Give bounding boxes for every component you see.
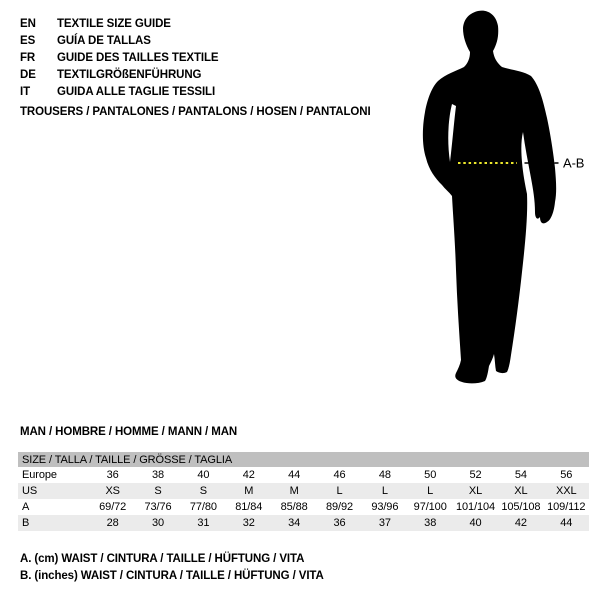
row-label: US bbox=[22, 485, 38, 497]
size-table-header: SIZE / TALLA / TAILLE / GRÖSSE / TAGLIA bbox=[18, 452, 589, 467]
language-code: DE bbox=[20, 68, 36, 81]
table-cell: XL bbox=[468, 485, 483, 497]
table-cell: 85/88 bbox=[280, 501, 308, 513]
table-cell: 44 bbox=[288, 469, 301, 481]
table-cell: 77/80 bbox=[189, 501, 217, 513]
table-cell: 105/108 bbox=[501, 501, 541, 513]
row-label: B bbox=[22, 517, 30, 529]
table-cell: S bbox=[154, 485, 162, 497]
language-row bbox=[20, 49, 219, 66]
table-row-a-cm bbox=[18, 499, 589, 515]
language-code: ES bbox=[20, 34, 36, 47]
table-cell: M bbox=[244, 485, 254, 497]
table-cell: 38 bbox=[152, 469, 165, 481]
table-cell: 101/104 bbox=[456, 501, 496, 513]
table-cell: M bbox=[289, 485, 299, 497]
table-cell: XS bbox=[105, 485, 120, 497]
table-cell: 73/76 bbox=[144, 501, 172, 513]
table-cell: 28 bbox=[106, 517, 119, 529]
man-silhouette-svg bbox=[400, 0, 600, 400]
language-title: GUIDA ALLE TAGLIE TESSILI bbox=[57, 85, 216, 98]
table-cell: 38 bbox=[424, 517, 437, 529]
table-cell: 48 bbox=[378, 469, 391, 481]
table-cell: 44 bbox=[560, 517, 573, 529]
table-cell: 36 bbox=[333, 517, 346, 529]
table-cell: 34 bbox=[288, 517, 301, 529]
gender-section-title: MAN / HOMBRE / HOMME / MANN / MAN bbox=[20, 426, 238, 438]
table-row-us bbox=[18, 483, 589, 499]
table-cell: 56 bbox=[560, 469, 573, 481]
table-cell: 97/100 bbox=[413, 501, 447, 513]
table-row-europe bbox=[18, 467, 589, 483]
table-cell: XXL bbox=[556, 485, 577, 497]
table-cell: 42 bbox=[514, 517, 527, 529]
table-cell: 36 bbox=[106, 469, 119, 481]
man-silhouette bbox=[423, 11, 556, 384]
waist-measure-label: A-B bbox=[563, 155, 585, 171]
table-row-b-inches bbox=[18, 515, 589, 531]
measurement-footnotes bbox=[20, 551, 324, 585]
language-title: GUÍA DE TALLAS bbox=[57, 34, 151, 47]
table-cell: 69/72 bbox=[99, 501, 127, 513]
language-title: TEXTILGRÖßENFÜHRUNG bbox=[57, 68, 202, 81]
language-title: TEXTILE SIZE GUIDE bbox=[57, 17, 171, 30]
row-label: A bbox=[22, 501, 30, 513]
table-cell: 37 bbox=[378, 517, 391, 529]
row-label: Europe bbox=[22, 469, 57, 481]
language-row bbox=[20, 83, 219, 100]
language-code: IT bbox=[20, 85, 31, 98]
table-cell: 46 bbox=[333, 469, 346, 481]
table-cell: XL bbox=[514, 485, 528, 497]
table-cell: 89/92 bbox=[325, 501, 353, 513]
table-cell: 54 bbox=[514, 469, 527, 481]
table-cell: 93/96 bbox=[371, 501, 399, 513]
language-title: GUIDE DES TAILLES TEXTILE bbox=[57, 51, 219, 64]
garment-type-heading: TROUSERS / PANTALONES / PANTALONS / HOSEN / PANTALONI bbox=[20, 106, 371, 118]
table-cell: L bbox=[336, 485, 343, 497]
language-row bbox=[20, 66, 219, 83]
table-cell: L bbox=[381, 485, 388, 497]
language-title-block bbox=[20, 15, 219, 100]
size-table bbox=[18, 452, 589, 531]
table-cell: 40 bbox=[469, 517, 482, 529]
language-row bbox=[20, 15, 219, 32]
table-cell: L bbox=[427, 485, 434, 497]
language-code: FR bbox=[20, 51, 36, 64]
footnote-b: B. (inches) WAIST / CINTURA / TAILLE / HÜFTUNG / VITA bbox=[20, 570, 324, 582]
table-cell: S bbox=[199, 485, 208, 497]
table-cell: 81/84 bbox=[235, 501, 263, 513]
table-cell: 30 bbox=[152, 517, 165, 529]
table-cell: 40 bbox=[197, 469, 210, 481]
table-cell: 50 bbox=[424, 469, 437, 481]
table-cell: 42 bbox=[242, 469, 255, 481]
language-row bbox=[20, 32, 219, 49]
table-cell: 109/112 bbox=[547, 501, 586, 513]
measurement-figure bbox=[400, 0, 600, 400]
language-code: EN bbox=[20, 17, 36, 30]
table-cell: 32 bbox=[242, 517, 255, 529]
table-cell: 31 bbox=[197, 517, 210, 529]
footnote-a: A. (cm) WAIST / CINTURA / TAILLE / HÜFTUNG / VITA bbox=[20, 553, 305, 565]
table-cell: 52 bbox=[469, 469, 482, 481]
